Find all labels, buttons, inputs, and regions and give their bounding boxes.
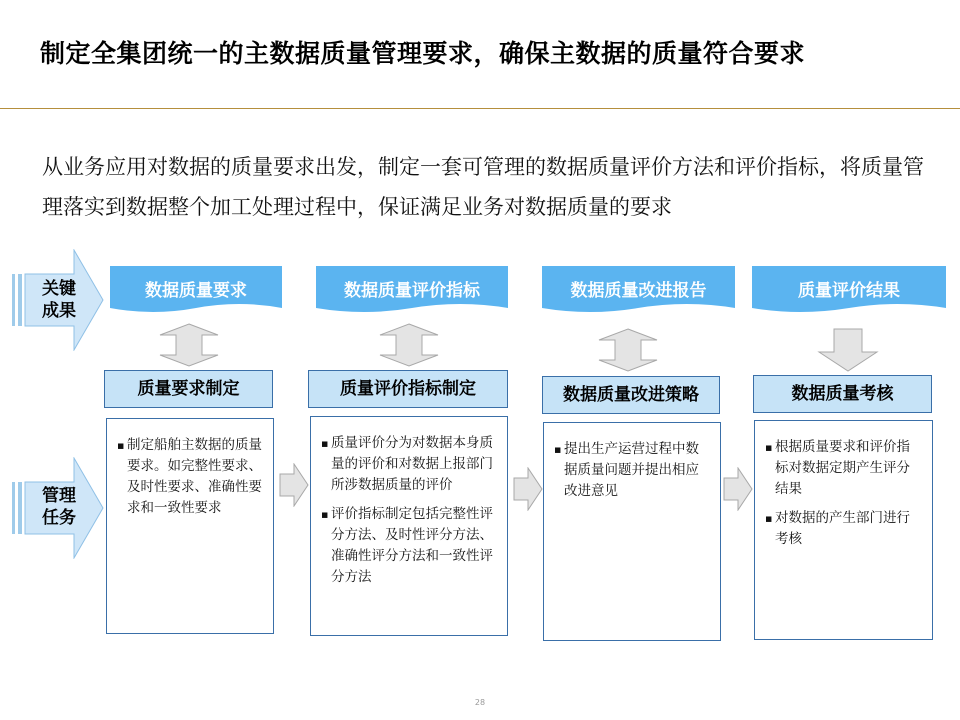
task-bullet: ▪ 根据质量要求和评价指标对数据定期产生评分结果 bbox=[765, 437, 922, 500]
task-bullet: ▪ 对数据的产生部门进行考核 bbox=[765, 508, 922, 550]
task-bullet: ▪ 质量评价分为对数据本身质量的评价和对数据上报部门所涉数据质量的评价 bbox=[321, 433, 497, 496]
outcome-label: 质量评价结果 bbox=[798, 281, 900, 301]
double-arrow-icon bbox=[158, 323, 220, 367]
task-box-2 bbox=[310, 416, 508, 636]
down-arrow-icon bbox=[817, 328, 879, 372]
task-header-2: 质量评价指标制定 bbox=[308, 370, 508, 408]
intro-paragraph: 从业务应用对数据的质量要求出发，制定一套可管理的数据质量评价方法和评价指标，将质量管理落实到数据整个加工处理过程中，保证满足业务对数据质量的要求 bbox=[42, 155, 924, 219]
task-header-1: 质量要求制定 bbox=[104, 370, 273, 408]
task-bullet-list bbox=[117, 435, 263, 519]
task-bullet-list bbox=[321, 433, 497, 588]
right-arrow-icon bbox=[513, 467, 543, 511]
outcome-ribbon-2 bbox=[316, 266, 508, 314]
row-label-key-results-text: 关键成果 bbox=[42, 279, 76, 321]
row-label-tasks-text: 管理任务 bbox=[42, 486, 76, 528]
double-arrow-icon bbox=[378, 323, 440, 367]
task-bullet: ▪ 制定船舶主数据的质量要求。如完整性要求、及时性要求、准确性要求和一致性要求 bbox=[117, 435, 263, 519]
task-box-1 bbox=[106, 418, 274, 634]
row-label-key-results bbox=[12, 249, 102, 327]
page-number: 28 bbox=[474, 698, 486, 707]
task-bullet: ▪ 提出生产运营过程中数据质量问题并提出相应改进意见 bbox=[554, 439, 710, 502]
outcome-label: 数据质量评价指标 bbox=[344, 281, 480, 301]
task-bullet-list bbox=[554, 439, 710, 502]
task-box-4 bbox=[754, 420, 933, 640]
outcome-label: 数据质量要求 bbox=[145, 281, 247, 301]
double-arrow-icon bbox=[597, 328, 659, 372]
right-arrow-icon bbox=[279, 463, 309, 507]
task-bullet: ▪ 评价指标制定包括完整性评分方法、及时性评分方法、准确性评分方法和一致性评分方法 bbox=[321, 504, 497, 588]
outcome-ribbon-4 bbox=[752, 266, 946, 314]
outcome-ribbon-3 bbox=[542, 266, 735, 314]
title-divider bbox=[0, 108, 960, 109]
task-header-3: 数据质量改进策略 bbox=[542, 376, 720, 414]
task-header-4: 数据质量考核 bbox=[753, 375, 932, 413]
task-bullet-list bbox=[765, 437, 922, 550]
outcome-label: 数据质量改进报告 bbox=[570, 281, 707, 301]
right-arrow-icon bbox=[723, 467, 753, 511]
row-label-tasks bbox=[12, 457, 102, 535]
page-title: 制定全集团统一的主数据质量管理要求，确保主数据的质量符合要求 bbox=[40, 39, 806, 68]
outcome-ribbon-1 bbox=[110, 266, 282, 314]
task-box-3 bbox=[543, 422, 721, 641]
